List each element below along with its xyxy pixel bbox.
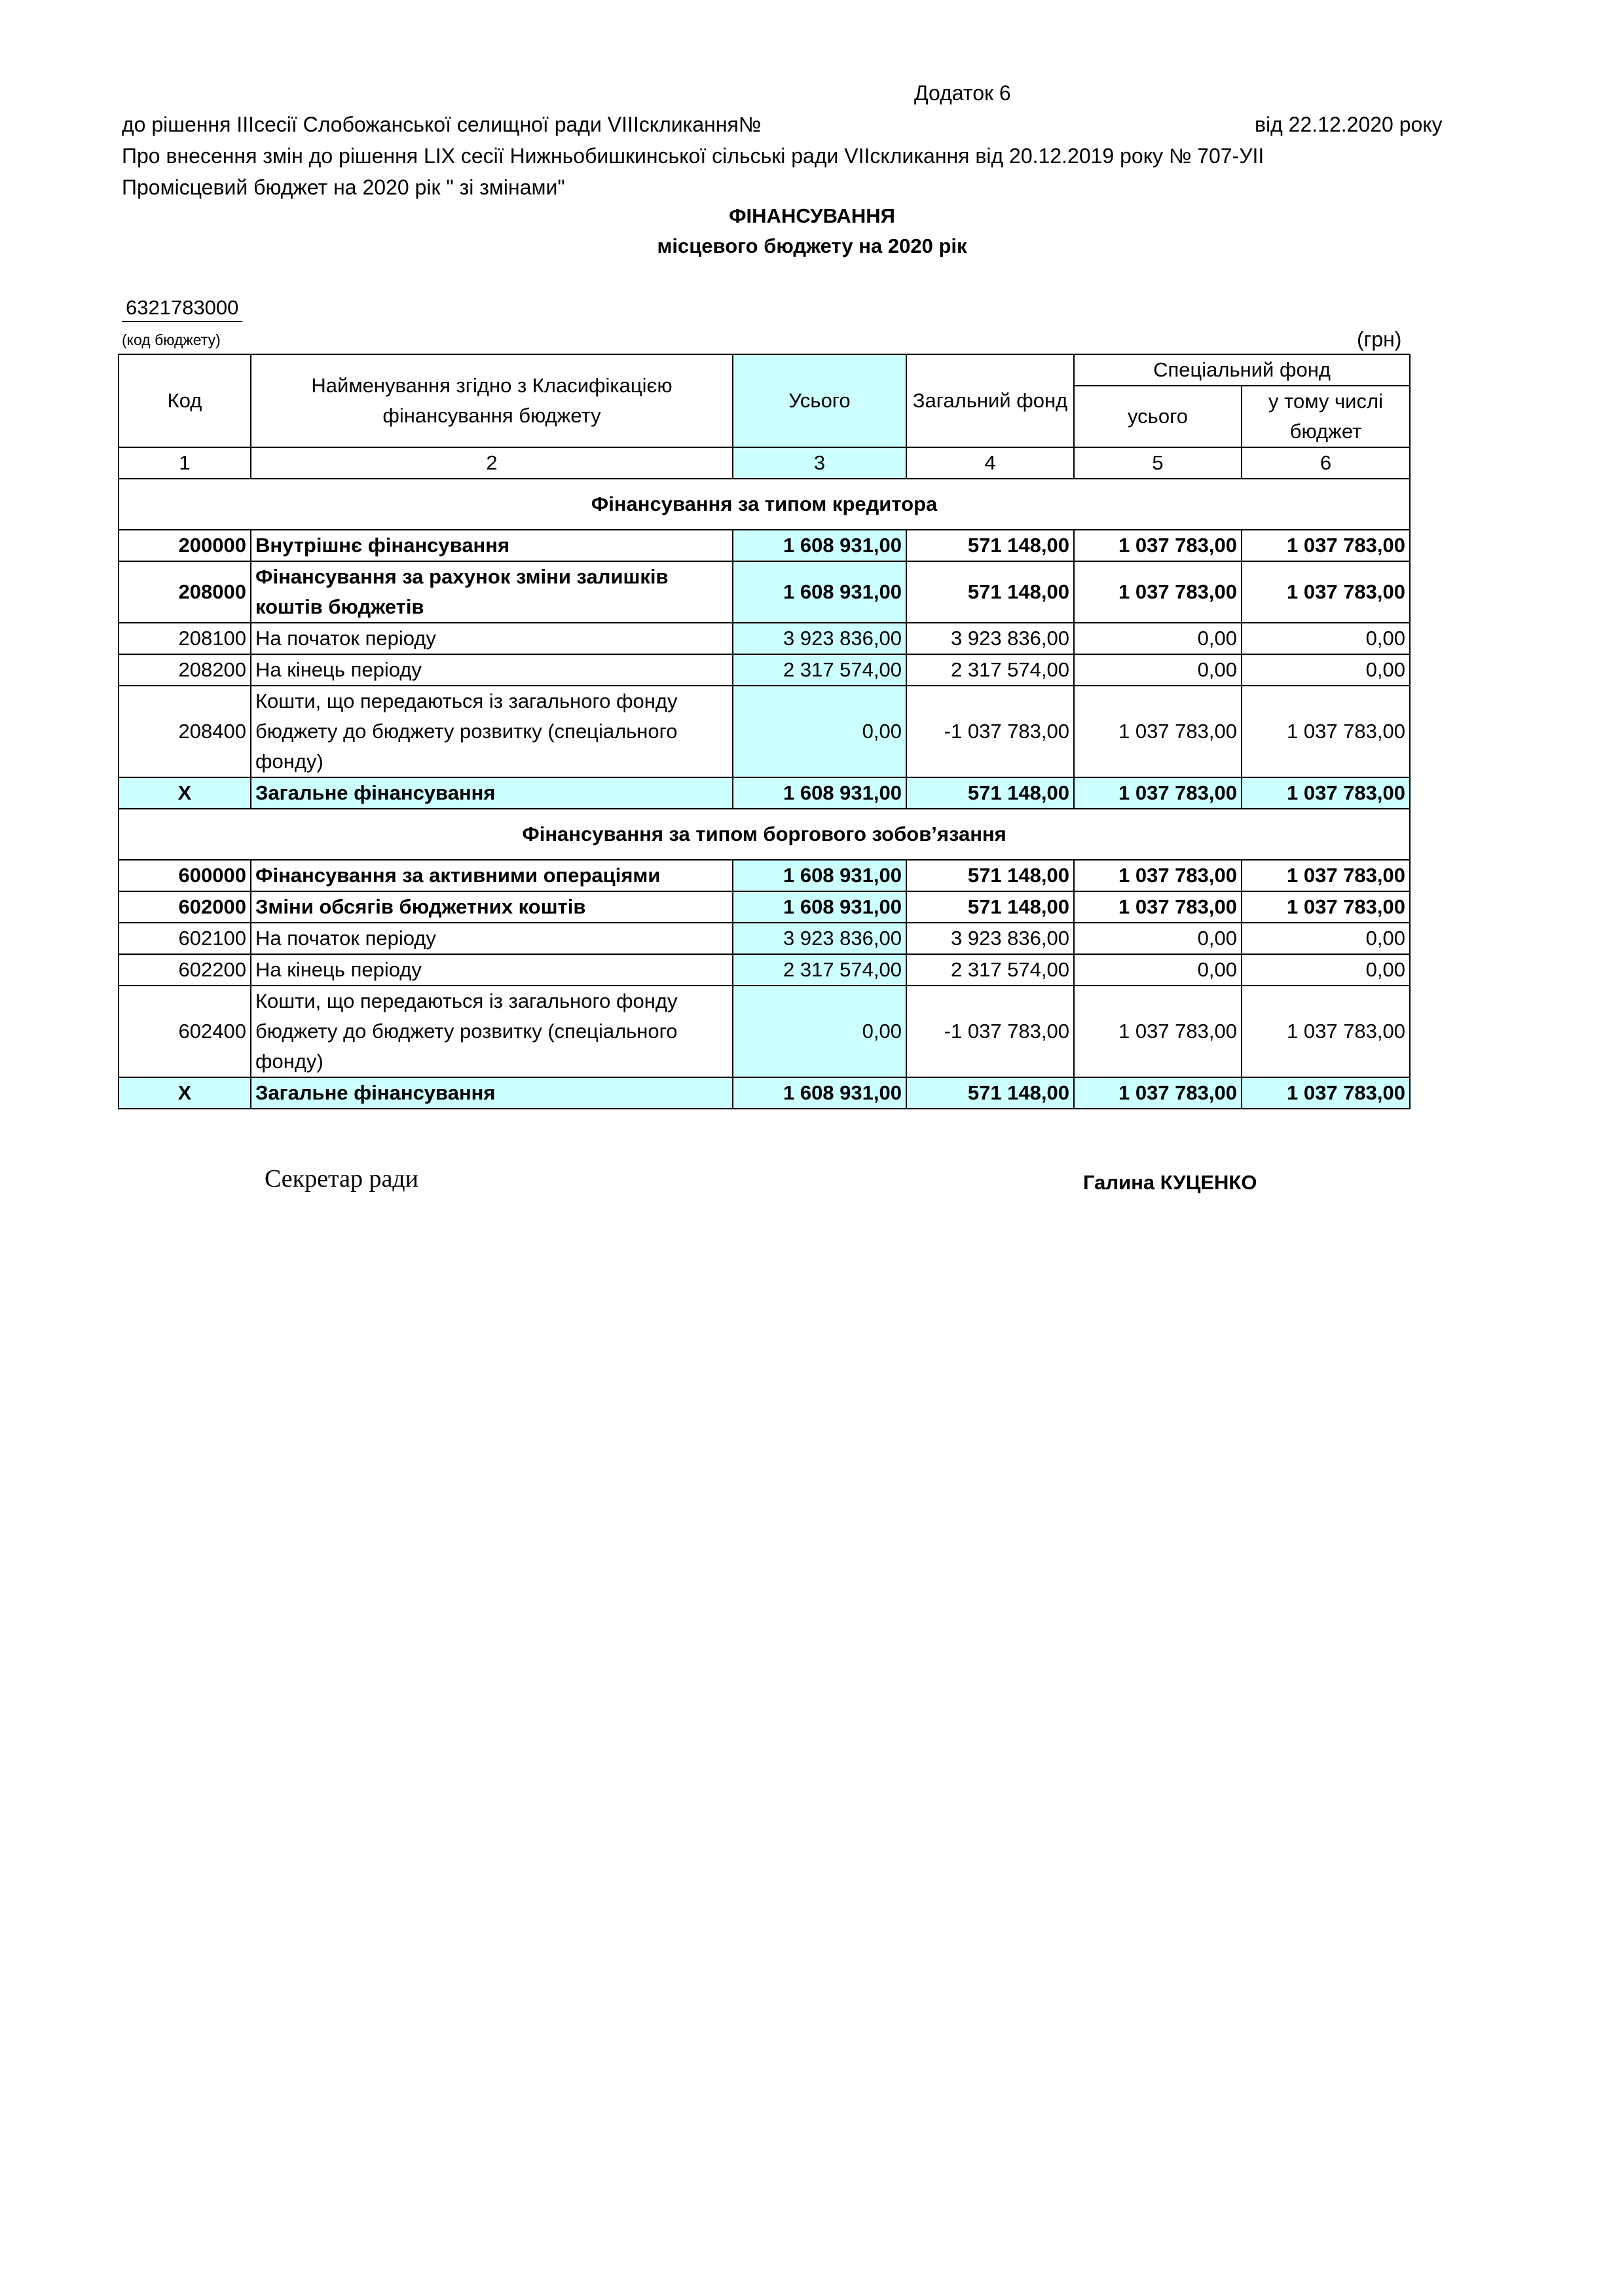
- header-row: [119, 354, 1410, 386]
- table-row: [119, 561, 1410, 623]
- row-general: 3 923 836,00: [906, 623, 1074, 654]
- row-name: Фінансування за рахунок зміни залишків коштів бюджетів: [251, 561, 733, 623]
- table-row: [119, 891, 1410, 923]
- total-general: 571 148,00: [906, 1077, 1074, 1109]
- row-special: 1 037 783,00: [1074, 891, 1242, 923]
- row-name: На початок періоду: [251, 923, 733, 954]
- table-row: [119, 860, 1410, 891]
- col-number-6: 6: [1242, 447, 1410, 479]
- table-row: [119, 686, 1410, 777]
- decision-reference: до рішення IIIсесії Слобожанської селищної ради VIIIскликання№: [122, 113, 762, 136]
- row-special: 1 037 783,00: [1074, 686, 1242, 777]
- row-total: 1 608 931,00: [733, 860, 906, 891]
- table-row: [119, 530, 1410, 561]
- row-development: 1 037 783,00: [1242, 561, 1410, 623]
- decision-date: від 22.12.2020 року: [1255, 113, 1443, 136]
- total-total: 1 608 931,00: [733, 777, 906, 809]
- row-general: -1 037 783,00: [906, 686, 1074, 777]
- row-name: На кінець періоду: [251, 954, 733, 986]
- row-general: 3 923 836,00: [906, 923, 1074, 954]
- row-code: 602000: [119, 891, 251, 923]
- table-row: [119, 654, 1410, 686]
- col-number-1: 1: [119, 447, 251, 479]
- row-general: 571 148,00: [906, 860, 1074, 891]
- row-general: 571 148,00: [906, 891, 1074, 923]
- budget-code: 6321783000: [122, 296, 242, 322]
- header-special-development: у тому числі бюджет: [1242, 386, 1410, 447]
- row-code: 208100: [119, 623, 251, 654]
- row-total: 3 923 836,00: [733, 923, 906, 954]
- row-name: Кошти, що передаються із загального фонду бюджету до бюджету розвитку (спеціального фонду): [251, 686, 733, 777]
- row-general: 2 317 574,00: [906, 954, 1074, 986]
- row-name: Зміни обсягів бюджетних коштів: [251, 891, 733, 923]
- header-code: Код: [119, 354, 251, 447]
- row-name: Фінансування за активними операціями: [251, 860, 733, 891]
- row-special: 0,00: [1074, 923, 1242, 954]
- total-development: 1 037 783,00: [1242, 1077, 1410, 1109]
- row-general: 2 317 574,00: [906, 654, 1074, 686]
- header-special-total: усього: [1074, 386, 1242, 447]
- total-name: Загальне фінансування: [251, 777, 733, 809]
- row-special: 0,00: [1074, 954, 1242, 986]
- row-special: 1 037 783,00: [1074, 860, 1242, 891]
- document-title: ФІНАНСУВАННЯ: [729, 204, 895, 227]
- budget-subject: Промісцевий бюджет на 2020 рік " зі змінами": [122, 176, 565, 199]
- row-total: 3 923 836,00: [733, 623, 906, 654]
- row-development: 1 037 783,00: [1242, 530, 1410, 561]
- row-code: 602100: [119, 923, 251, 954]
- row-special: 0,00: [1074, 623, 1242, 654]
- total-development: 1 037 783,00: [1242, 777, 1410, 809]
- col-number-4: 4: [906, 447, 1074, 479]
- row-development: 0,00: [1242, 923, 1410, 954]
- section-creditor-type: Фінансування за типом кредитора: [119, 479, 1410, 530]
- row-special: 1 037 783,00: [1074, 986, 1242, 1077]
- table-row: [119, 954, 1410, 986]
- row-name: На кінець періоду: [251, 654, 733, 686]
- amendment-reference: Про внесення змін до рішення LIX сесії Нижньобишкинської сільські ради VIIскликання від 20.12.2019 року № 707-УІІ: [122, 144, 1264, 168]
- total-special: 1 037 783,00: [1074, 777, 1242, 809]
- column-numbers-row: [119, 447, 1410, 479]
- section-debt-type: Фінансування за типом боргового зобов’язання: [119, 809, 1410, 860]
- row-total: 2 317 574,00: [733, 954, 906, 986]
- financing-table: [118, 354, 1411, 1109]
- total-general: 571 148,00: [906, 777, 1074, 809]
- table-row: [119, 923, 1410, 954]
- col-number-3: 3: [733, 447, 906, 479]
- total-name: Загальне фінансування: [251, 1077, 733, 1109]
- section-row: [119, 479, 1410, 530]
- row-special: 0,00: [1074, 654, 1242, 686]
- header-general-fund: Загальний фонд: [906, 354, 1074, 447]
- row-code: 602400: [119, 986, 251, 1077]
- row-development: 0,00: [1242, 623, 1410, 654]
- row-development: 0,00: [1242, 654, 1410, 686]
- row-special: 1 037 783,00: [1074, 561, 1242, 623]
- row-development: 1 037 783,00: [1242, 860, 1410, 891]
- row-name: Внутрішнє фінансування: [251, 530, 733, 561]
- row-total: 1 608 931,00: [733, 530, 906, 561]
- table-row: [119, 986, 1410, 1077]
- row-code: 208400: [119, 686, 251, 777]
- currency-unit: (грн): [1357, 327, 1402, 351]
- total-row: [119, 1077, 1410, 1109]
- document-subtitle: місцевого бюджету на 2020 рік: [657, 234, 967, 257]
- row-code: 208000: [119, 561, 251, 623]
- col-number-2: 2: [251, 447, 733, 479]
- appendix-label: Додаток 6: [914, 81, 1011, 105]
- row-total: 0,00: [733, 686, 906, 777]
- signatory-name: Галина КУЦЕНКО: [1083, 1171, 1257, 1194]
- header-name: Найменування згідно з Класифікацією фінансування бюджету: [251, 354, 733, 447]
- signatory-role: Секретар ради: [265, 1165, 418, 1193]
- row-total: 0,00: [733, 986, 906, 1077]
- row-development: 1 037 783,00: [1242, 686, 1410, 777]
- total-code: Х: [119, 777, 251, 809]
- row-special: 1 037 783,00: [1074, 530, 1242, 561]
- section-row: [119, 809, 1410, 860]
- row-general: 571 148,00: [906, 530, 1074, 561]
- row-development: 1 037 783,00: [1242, 891, 1410, 923]
- header-total: Усього: [733, 354, 906, 447]
- row-total: 1 608 931,00: [733, 561, 906, 623]
- row-code: 600000: [119, 860, 251, 891]
- total-special: 1 037 783,00: [1074, 1077, 1242, 1109]
- table-row: [119, 623, 1410, 654]
- row-total: 2 317 574,00: [733, 654, 906, 686]
- total-row: [119, 777, 1410, 809]
- total-code: Х: [119, 1077, 251, 1109]
- header-special-fund: Спеціальний фонд: [1074, 354, 1410, 386]
- row-name: Кошти, що передаються із загального фонду бюджету до бюджету розвитку (спеціального фонду): [251, 986, 733, 1077]
- row-general: -1 037 783,00: [906, 986, 1074, 1077]
- row-name: На початок періоду: [251, 623, 733, 654]
- row-code: 208200: [119, 654, 251, 686]
- row-code: 200000: [119, 530, 251, 561]
- budget-code-caption: (код бюджету): [122, 331, 221, 348]
- total-total: 1 608 931,00: [733, 1077, 906, 1109]
- col-number-5: 5: [1074, 447, 1242, 479]
- row-development: 1 037 783,00: [1242, 986, 1410, 1077]
- row-development: 0,00: [1242, 954, 1410, 986]
- row-general: 571 148,00: [906, 561, 1074, 623]
- row-code: 602200: [119, 954, 251, 986]
- row-total: 1 608 931,00: [733, 891, 906, 923]
